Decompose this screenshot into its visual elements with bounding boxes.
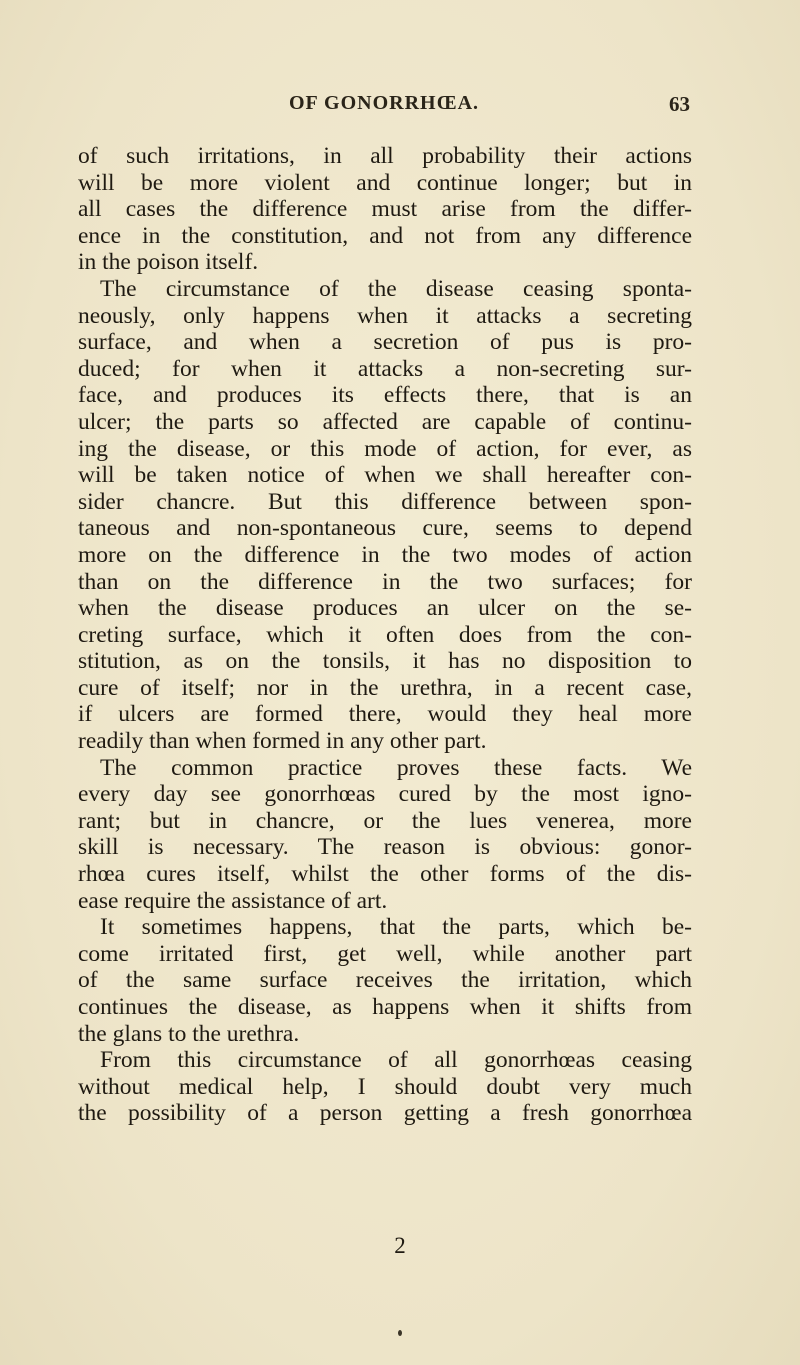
text-line: The common practice proves these facts. We	[100, 754, 692, 781]
text-line: come irritated first, get well, while another part	[78, 940, 692, 967]
text-line: will be more violent and continue longer; but in	[78, 169, 692, 196]
page-header	[78, 92, 690, 122]
body-text	[78, 143, 692, 1127]
running-title: OF GONORRHŒA.	[288, 92, 480, 114]
text-line: taneous and non-spontaneous cure, seems to depend	[78, 515, 692, 542]
page-number: 63	[669, 92, 690, 116]
signature-mark: 2	[394, 1233, 406, 1258]
ink-speck	[398, 1330, 402, 1336]
text-line: the glans to the urethra.	[78, 1020, 300, 1047]
text-line: ing the disease, or this mode of action, for ever, as	[78, 435, 692, 462]
text-line: creting surface, which it often does from the con-	[78, 621, 692, 648]
text-line: more on the difference in the two modes of action	[78, 541, 692, 568]
text-line: rant; but in chancre, or the lues venerea, more	[78, 807, 692, 834]
text-line: in the poison itself.	[78, 249, 259, 276]
text-line: It sometimes happens, that the parts, which be-	[100, 914, 692, 941]
text-line: neously, only happens when it attacks a secreting	[78, 302, 692, 329]
text-line: stitution, as on the tonsils, it has no disposition to	[78, 648, 692, 675]
text-line: without medical help, I should doubt very much	[78, 1073, 692, 1100]
text-line: of such irritations, in all probability their actions	[78, 143, 692, 169]
text-line: of the same surface receives the irritation, which	[78, 967, 692, 994]
text-line: surface, and when a secretion of pus is pro-	[78, 329, 692, 356]
text-line: ease require the assistance of art.	[78, 887, 388, 914]
text-line: From this circumstance of all gonorrhœas ceasing	[100, 1047, 692, 1074]
text-line: ulcer; the parts so affected are capable of continu-	[78, 408, 692, 435]
text-line: The circumstance of the disease ceasing sponta-	[100, 275, 692, 302]
text-line: sider chancre. But this difference between spon-	[78, 488, 692, 515]
text-line: skill is necessary. The reason is obvious: gonor-	[78, 834, 692, 861]
text-line: ence in the constitution, and not from any difference	[78, 222, 692, 249]
text-line: cure of itself; nor in the urethra, in a recent case,	[78, 674, 692, 701]
text-line: will be taken notice of when we shall hereafter con-	[78, 462, 692, 489]
text-line: face, and produces its effects there, that is an	[78, 382, 692, 409]
text-line: duced; for when it attacks a non-secreting sur-	[78, 355, 692, 382]
text-line: than on the difference in the two surfaces; for	[78, 568, 692, 595]
text-line: rhœa cures itself, whilst the other forms of the dis-	[78, 861, 692, 888]
text-line: continues the disease, as happens when it shifts from	[78, 994, 692, 1020]
text-line: readily than when formed in any other part.	[78, 728, 487, 755]
text-line: if ulcers are formed there, would they heal more	[78, 701, 692, 728]
text-line: every day see gonorrhœas cured by the most igno-	[78, 781, 692, 808]
text-line: the possibility of a person getting a fresh gonorrhœa	[78, 1100, 692, 1127]
text-line: when the disease produces an ulcer on the se-	[78, 595, 692, 622]
text-line: all cases the difference must arise from the differ-	[78, 196, 692, 223]
